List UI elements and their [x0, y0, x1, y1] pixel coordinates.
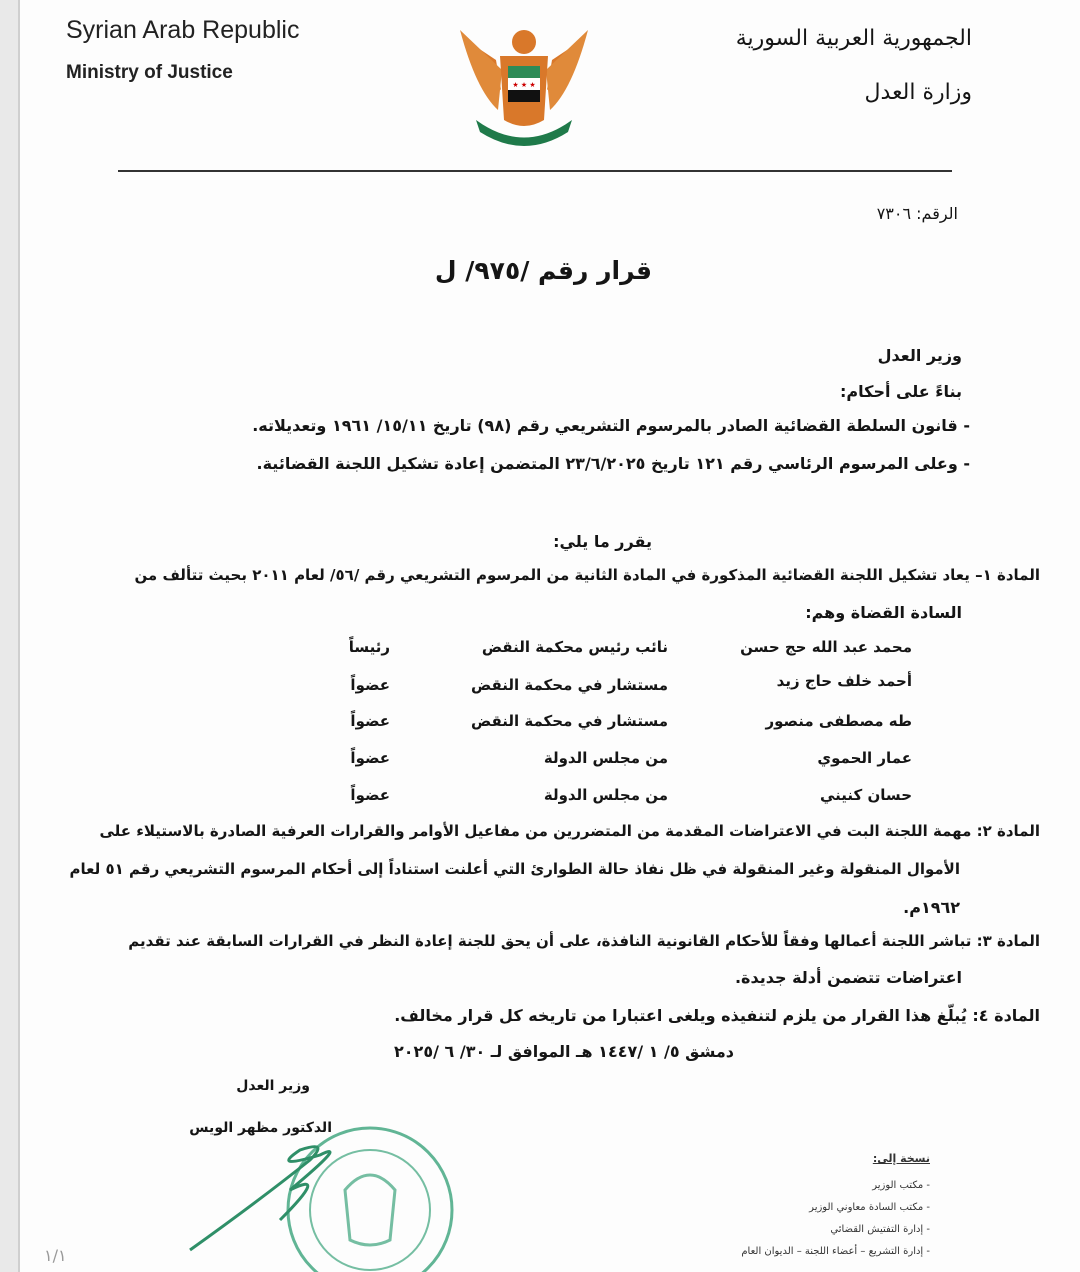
copy-recipient: - إدارة التشريع – أعضاء اللجنة – الديوان العام — [741, 1246, 930, 1257]
signatory-name: الدكتور مظهر الويس — [189, 1120, 332, 1136]
member-position: نائب رئيس محكمة النقض — [481, 638, 668, 656]
reference-number: الرقم: ٧٣٠٦ — [876, 204, 958, 223]
based-on: بناءً على أحكام: — [840, 382, 962, 401]
ministry-name-en: Ministry of Justice — [66, 62, 233, 83]
member-role: رئيساً — [348, 638, 390, 656]
member-role: عضواً — [350, 749, 390, 767]
article-2-line: الأموال المنقولة وغير المنقولة في ظل نفاذ حالة الطوارئ التي أعلنت استناداً إلى أحكام المرسوم التشريعي رقم ٥١ لعام — [69, 860, 960, 878]
signatory-title: وزير العدل — [236, 1078, 310, 1094]
decision-title: قرار رقم /٩٧٥/ ل — [434, 256, 652, 285]
copy-recipient: - مكتب السادة معاوني الوزير — [809, 1202, 930, 1213]
member-role: عضواً — [350, 712, 390, 730]
eagle-emblem-icon — [456, 20, 592, 150]
member-name: حسان كنيني — [820, 786, 912, 804]
article-3-line: اعتراضات تتضمن أدلة جديدة. — [734, 968, 962, 987]
article-4: المادة ٤: يُبلّغ هذا القرار من يلزم لتنفيذه ويلغى اعتبارا من تاريخه كل قرار مخالف. — [394, 1006, 1040, 1025]
preamble-item: - وعلى المرسوم الرئاسي رقم ١٢١ تاريخ ٢٣/٦/٢٠٢٥ المتضمن إعادة تشكيل اللجنة القضائية. — [256, 454, 970, 473]
member-name: طه مصطفى منصور — [765, 712, 912, 730]
document-page — [18, 0, 1080, 1272]
member-name: أحمد خلف حاج زيد — [776, 672, 912, 690]
date-line: دمشق ٥/ ١ /١٤٤٧ هـ الموافق لـ ٣٠/ ٦ /٢٠٢٥ — [394, 1042, 734, 1061]
copy-recipient: - مكتب الوزير — [872, 1180, 930, 1191]
member-role: عضواً — [350, 676, 390, 694]
ministry-name-ar: وزارة العدل — [864, 80, 972, 105]
country-name-ar: الجمهورية العربية السورية — [735, 26, 972, 51]
issuer: وزير العدل — [877, 346, 962, 365]
page-number: ١/١ — [44, 1246, 67, 1265]
copies-heading: نسخة إلى: — [872, 1152, 930, 1165]
country-name-en: Syrian Arab Republic — [66, 16, 300, 44]
decides-heading: يقرر ما يلي: — [553, 532, 652, 551]
article-1-line: المادة ١– يعاد تشكيل اللجنة القضائية المذكورة في المادة الثانية من المرسوم التشريعي رقم /٥٦/ لعام ٢٠١١ بحيث تتألف من — [134, 566, 1040, 584]
member-name: عمار الحموي — [817, 749, 912, 767]
member-position: مستشار في محكمة النقض — [471, 676, 668, 694]
article-2-line: ١٩٦٢م. — [903, 898, 960, 917]
article-1-line: السادة القضاة وهم: — [805, 603, 962, 622]
member-position: من مجلس الدولة — [543, 786, 668, 804]
article-2-line: المادة ٢: مهمة اللجنة البت في الاعتراضات المقدمة من المتضررين من مفاعيل الأوامر والقرارات العرفية الصادرة بالاستيلاء على — [99, 822, 1040, 840]
member-name: محمد عبد الله حج حسن — [740, 638, 912, 656]
member-position: من مجلس الدولة — [543, 749, 668, 767]
member-role: عضواً — [350, 786, 390, 804]
member-position: مستشار في محكمة النقض — [471, 712, 668, 730]
svg-text:★ ★ ★: ★ ★ ★ — [512, 81, 536, 89]
header-divider — [118, 170, 952, 172]
copy-recipient: - إدارة التفتيش القضائي — [830, 1224, 930, 1235]
preamble-item: - قانون السلطة القضائية الصادر بالمرسوم التشريعي رقم (٩٨) تاريخ ١٥/١١/ ١٩٦١ وتعديلاته. — [252, 416, 970, 435]
official-stamp-and-signature-icon — [180, 1100, 480, 1272]
article-3-line: المادة ٣: تباشر اللجنة أعمالها وفقاً للأحكام القانونية النافذة، على أن يحق للجنة إعادة النظر في القرارات السابقة عند تقديم — [128, 932, 1040, 950]
